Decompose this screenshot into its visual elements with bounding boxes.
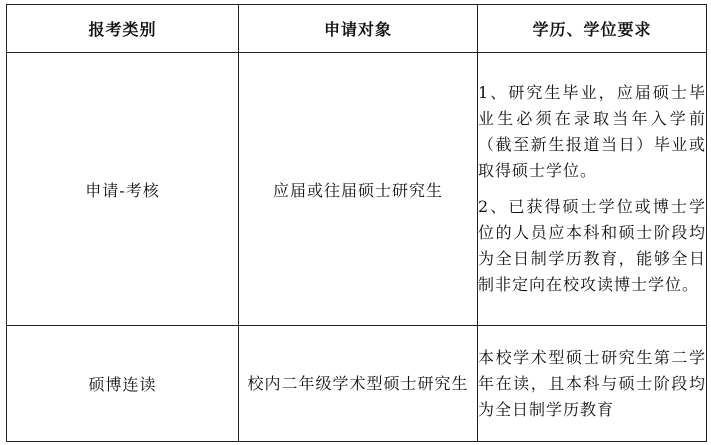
header-requirements: 学历、学位要求	[478, 5, 707, 53]
header-category: 报考类别	[7, 5, 239, 53]
applicant-cell: 应届或往届硕士研究生	[239, 53, 478, 326]
category-cell: 申请-考核	[7, 53, 239, 326]
header-row	[7, 5, 707, 53]
header-applicant: 申请对象	[239, 5, 478, 53]
requirement-item: 2、已获得硕士学位或博士学位的人员应本科和硕士阶段均为全日制学历教育，能够全日制非定向在校攻读博士学位。	[478, 197, 706, 294]
table-row	[7, 53, 707, 326]
requirements-cell	[478, 53, 707, 326]
admission-requirements-table	[6, 4, 707, 442]
category-cell: 硕博连读	[7, 326, 239, 442]
requirement-item: 1、研究生毕业，应届硕士毕业生必须在录取当年入学前（截至新生报道当日）毕业或取得硕士学位。	[478, 83, 706, 180]
table-row	[7, 326, 707, 442]
requirement-item: 本校学术型硕士研究生第二学年在读，且本科与硕士阶段均为全日制学历教育	[478, 347, 706, 419]
applicant-cell: 校内二年级学术型硕士研究生	[239, 326, 478, 442]
requirements-cell	[478, 326, 707, 442]
